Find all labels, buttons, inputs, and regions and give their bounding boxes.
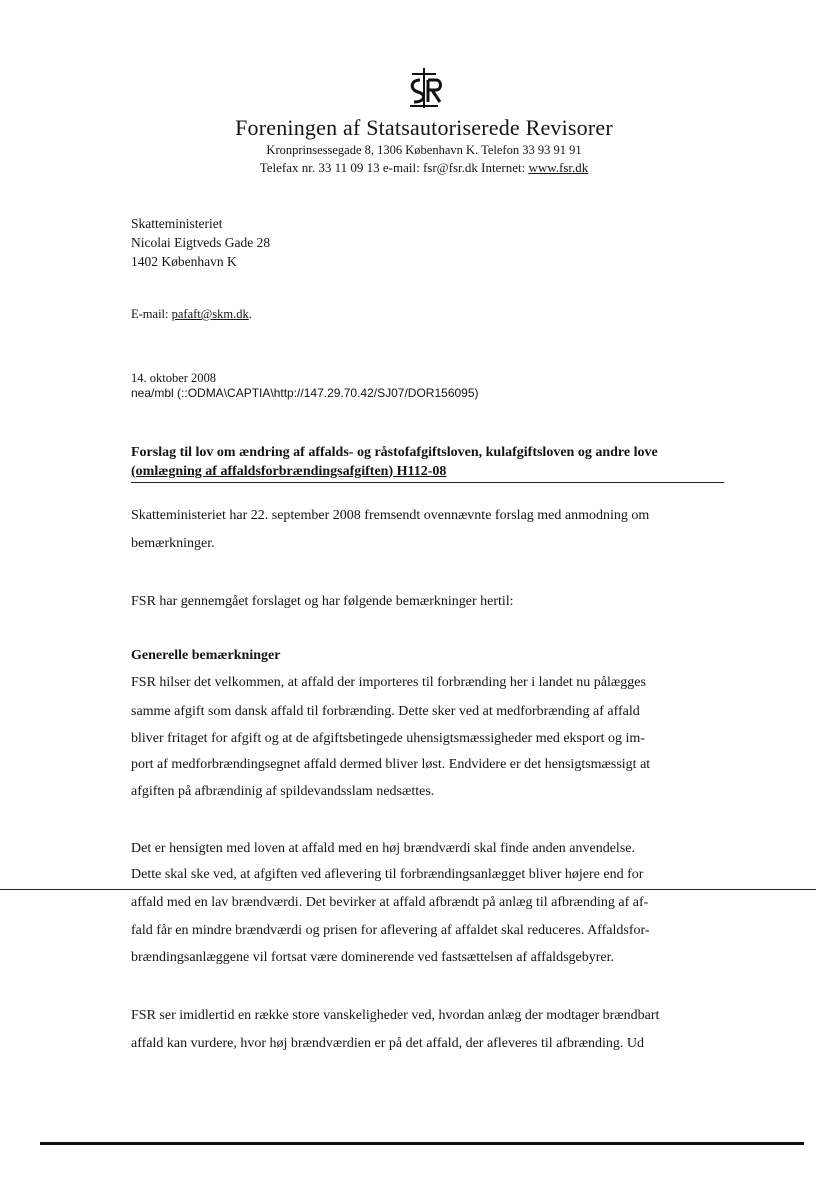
contact-details: Telefax nr. 33 11 09 13 e-mail: fsr@fsr.dk Internet: xyxy=(259,160,529,175)
organization-address: Kronprinsessegade 8, 1306 København K. Telefon 33 93 91 91 xyxy=(266,143,582,157)
letter-date: 14. oktober 2008 xyxy=(131,371,217,385)
intro-line-1: Skatteministeriet har 22. september 2008 fremsendt ovennævnte forslag med anmodning om xyxy=(131,508,650,523)
email-link[interactable]: pafaft@skm.dk xyxy=(171,307,249,321)
paragraph3-line: affald kan vurdere, hvor høj brændværdien er på det affald, der afleveres til afbrænding. Ud xyxy=(131,1036,645,1051)
subject-line-1: Forslag til lov om ændring af affalds- og råstofafgiftsloven, kulafgiftsloven og andre love xyxy=(131,445,658,460)
paragraph2-line: Det er hensigten med loven at affald med en høj brændværdi skal finde anden anvendelse. xyxy=(131,841,635,856)
recipient-city: 1402 København K xyxy=(131,254,237,269)
recipient-street: Nicolai Eigtveds Gade 28 xyxy=(131,235,271,250)
paragraph2-line: brændingsanlæggene vil fortsat være dominerende ved fastsættelsen af affaldsgebyrer. xyxy=(131,950,614,965)
subject-underline xyxy=(131,482,724,483)
reference-line: nea/mbl (::ODMA\CAPTIA\http://147.29.70.42/SJ07/DOR156095) xyxy=(131,386,479,400)
subject-line-2: (omlægning af affaldsforbrændingsafgiften) H112-08 xyxy=(131,463,447,479)
website-link[interactable]: www.fsr.dk xyxy=(528,160,589,175)
paragraph3-line: FSR ser imidlertid en række store vanskeligheder ved, hvordan anlæg der modtager brændbart xyxy=(131,1008,660,1023)
paragraph2-line: fald får en mindre brændværdi og prisen for aflevering af affaldet skal reduceres. Affaldsfor- xyxy=(131,923,650,938)
fsr-logo xyxy=(400,66,448,110)
paragraph2-line: Dette skal ske ved, at afgiften ved aflevering til forbrændingsanlægget bliver højere end for xyxy=(131,867,644,882)
paragraph1-line: afgiften på afbrændinig af spildevandsslam nedsættes. xyxy=(131,784,435,799)
intro-line-2: bemærkninger. xyxy=(131,536,215,551)
intro-line-3: FSR har gennemgået forslaget og har følgende bemærkninger hertil: xyxy=(131,594,514,609)
email-line xyxy=(131,307,252,322)
organization-contact xyxy=(0,160,816,176)
paragraph1-line: FSR hilser det velkommen, at affald der importeres til forbrænding her i landet nu pålægges xyxy=(131,675,646,690)
organization-name: Foreningen af Statsautoriserede Revisorer xyxy=(235,115,613,140)
paragraph1-line: port af medforbrændingsegnet affald dermed bliver løst. Endvidere er det hensigtsmæssigt at xyxy=(131,757,651,772)
email-label: E-mail: xyxy=(131,307,172,321)
email-suffix: . xyxy=(248,307,252,321)
subject-heading xyxy=(131,444,724,481)
paragraph1-line: bliver fritaget for afgift og at de afgiftsbetingede uhensigtsmæssigheder med eksport og im- xyxy=(131,731,645,746)
page-bottom-rule xyxy=(40,1142,804,1145)
paragraph1-line: samme afgift som dansk affald til forbrænding. Dette sker ved at medforbrænding af affald xyxy=(131,704,640,719)
paragraph2-line: affald med en lav brændværdi. Det bevirker at affald afbrændt på anlæg til afbrænding af af- xyxy=(131,895,649,910)
recipient-name: Skatteministeriet xyxy=(131,216,223,231)
scan-line xyxy=(0,889,816,890)
section-heading: Generelle bemærkninger xyxy=(131,648,281,663)
